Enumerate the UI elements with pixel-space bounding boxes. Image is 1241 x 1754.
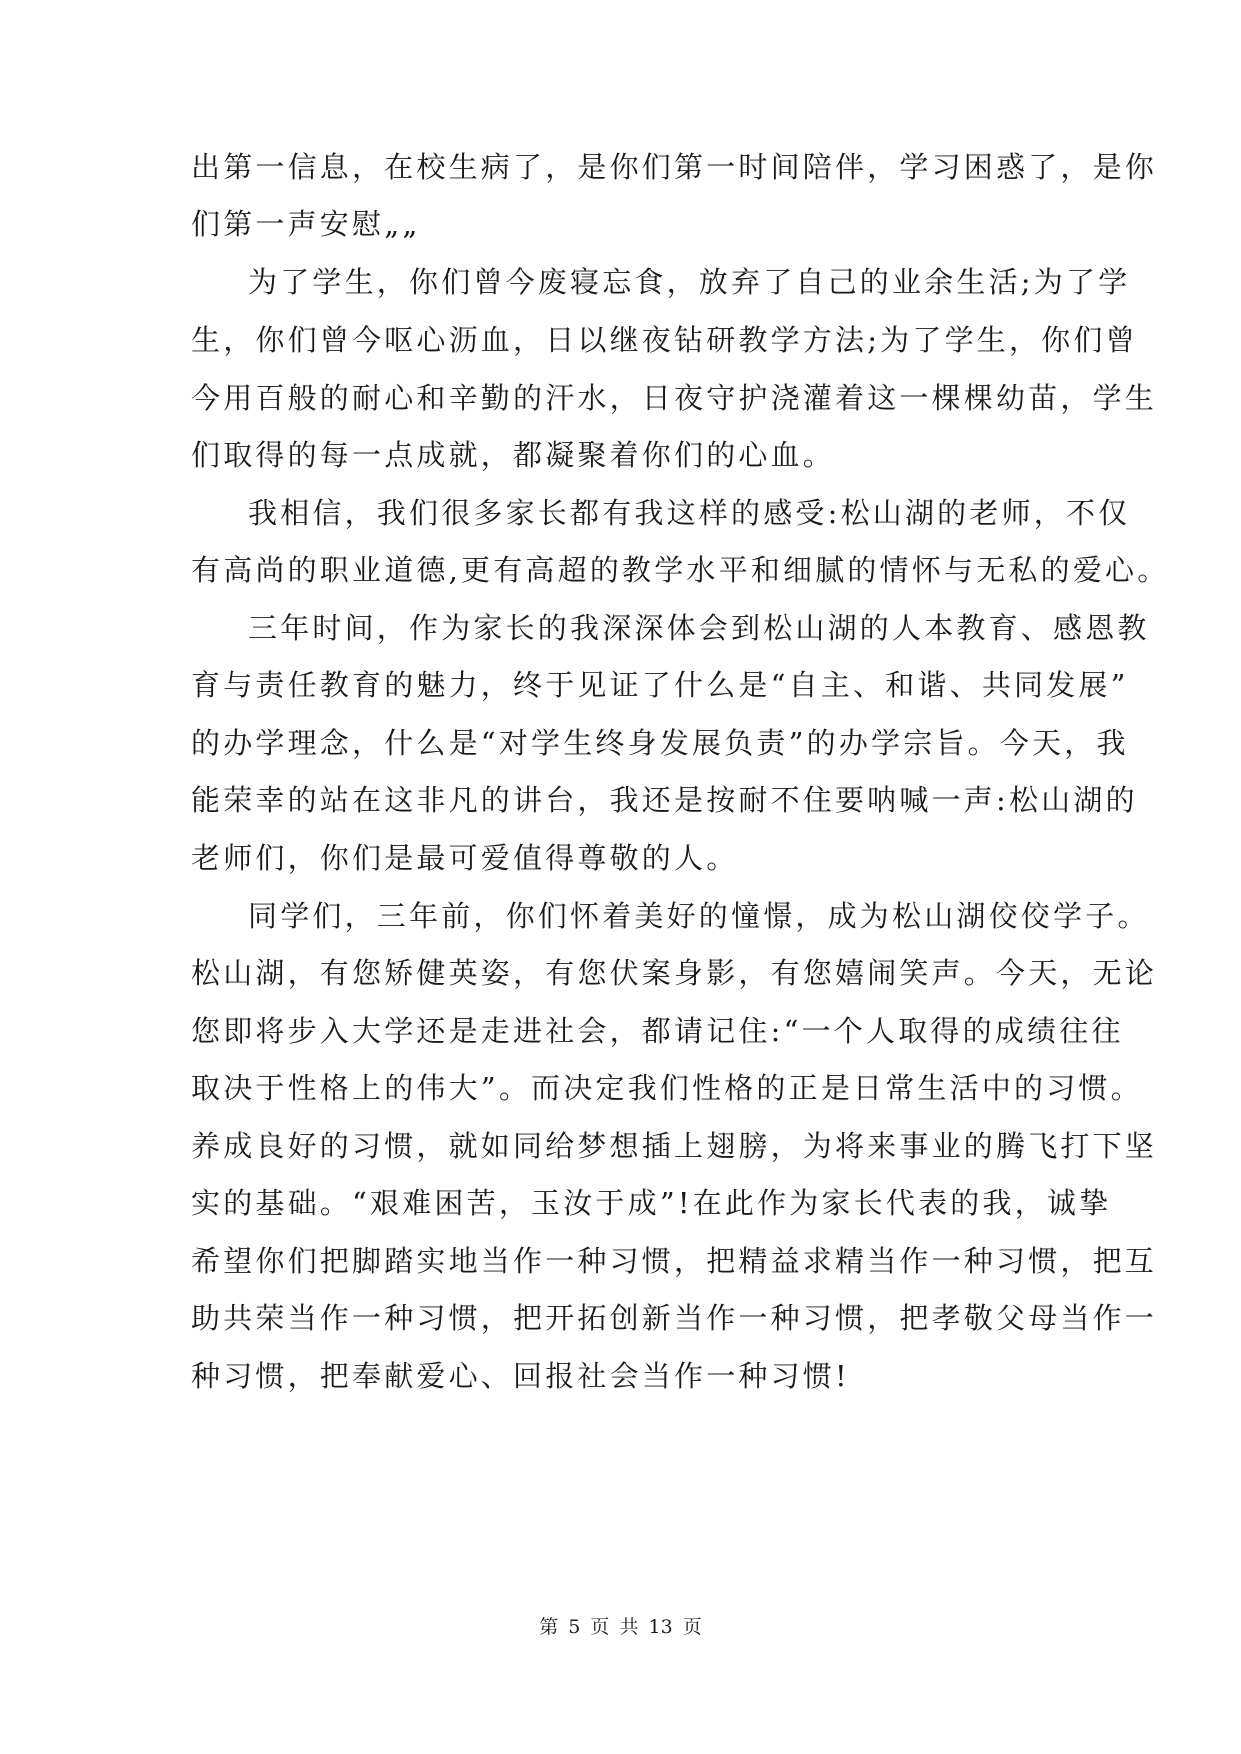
text-line: 们第一声安慰„„ [191,207,421,241]
text-line: 希望你们把脚踏实地当作一种习惯，把精益求精当作一种习惯，把互 [191,1244,1158,1278]
text-line: 能荣幸的站在这非凡的讲台，我还是按耐不住要呐喊一声:松山湖的 [191,783,1138,817]
text-line: 养成良好的习惯，就如同给梦想插上翅膀，为将来事业的腾飞打下坚 [191,1129,1158,1163]
text-line: 有高尚的职业道德,更有高超的教学水平和细腻的情怀与无私的爱心。 [191,553,1170,587]
paragraph-start-line: 为了学生，你们曾今废寝忘食，放弃了自己的业余生活;为了学 [248,265,1131,299]
text-line: 们取得的每一点成就，都凝聚着你们的心血。 [191,438,836,472]
text-line: 今用百般的耐心和辛勤的汗水，日夜守护浇灌着这一棵棵幼苗，学生 [191,381,1158,415]
paragraph-start-line: 三年时间，作为家长的我深深体会到松山湖的人本教育、感恩教 [248,611,1150,645]
text-line: 老师们，你们是最可爱值得尊敬的人。 [191,841,739,875]
page-number-footer: 第 5 页 共 13 页 [539,1616,702,1638]
text-line: 助共荣当作一种习惯，把开拓创新当作一种习惯，把孝敬父母当作一 [191,1301,1158,1335]
paragraph-start-line: 我相信，我们很多家长都有我这样的感受:松山湖的老师，不仅 [248,496,1131,530]
text-line: 育与责任教育的魅力，终于见证了什么是“自主、和谐、共同发展” [191,668,1129,702]
text-line: 出第一信息，在校生病了，是你们第一时间陪伴，学习困惑了，是你 [191,150,1158,184]
text-line: 取决于性格上的伟大”。而决定我们性格的正是日常生活中的习惯。 [191,1071,1143,1105]
text-line: 生，你们曾今呕心沥血，日以继夜钻研教学方法;为了学生，你们曾 [191,323,1138,357]
text-line: 松山湖，有您矫健英姿，有您伏案身影，有您嬉闹笑声。今天，无论 [191,956,1158,990]
text-line: 您即将步入大学还是走进社会，都请记住:“一个人取得的成绩往往 [191,1014,1124,1048]
paragraph-start-line: 同学们，三年前，你们怀着美好的憧憬，成为松山湖佼佼学子。 [248,899,1150,933]
text-line: 的办学理念，什么是“对学生终身发展负责”的办学宗旨。今天，我 [191,726,1129,760]
text-line: 种习惯，把奉献爱心、回报社会当作一种习惯! [191,1359,850,1393]
text-line: 实的基础。“艰难困苦，玉汝于成”!在此作为家长代表的我，诚挚 [191,1186,1112,1220]
